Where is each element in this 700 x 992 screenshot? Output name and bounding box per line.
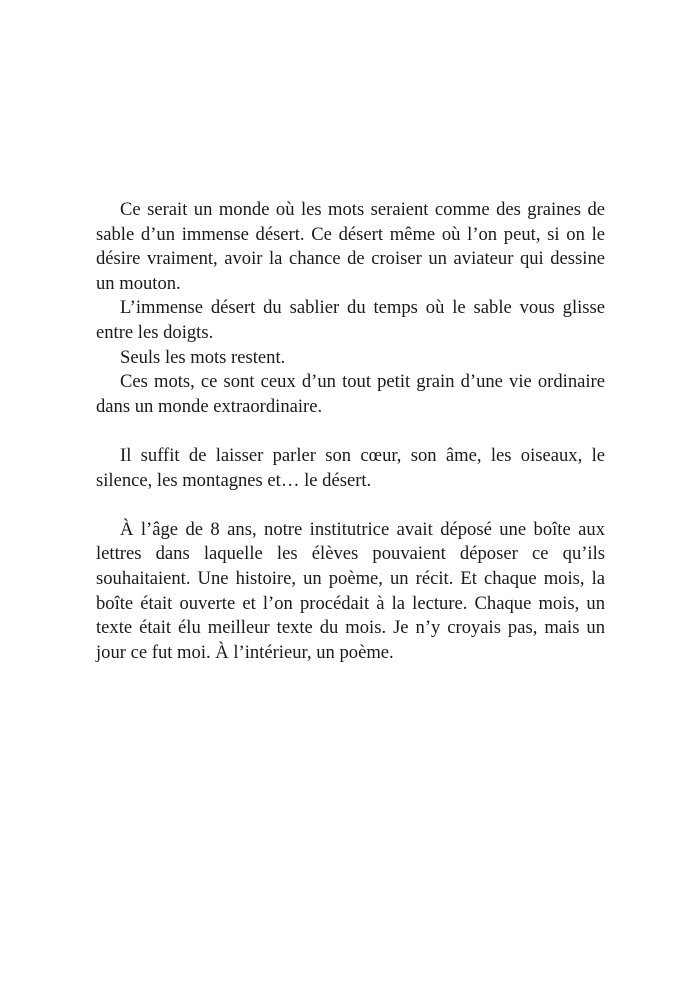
paragraph: Ce serait un monde où les mots seraient comme des graines de sable d’un immense désert. Ce désert même où l’on peut, si on le désire vraiment, avoir la chance de croiser un aviateur qui dessine un mouton. [96, 199, 605, 294]
body-text [96, 198, 605, 665]
paragraph: L’immense désert du sablier du temps où le sable vous glisse entre les doigts. [96, 297, 605, 343]
paragraph: Ces mots, ce sont ceux d’un tout petit grain d’une vie ordinaire dans un monde extraordinaire. [96, 371, 605, 417]
paragraph: À l’âge de 8 ans, notre institutrice avait déposé une boîte aux lettres dans laquelle les élèves pouvaient déposer ce qu’ils souhaitaient. Une histoire, un poème, un récit. Et chaque mois, la boîte était ouverte et l’on procédait à la lecture. Chaque mois, un texte était élu meilleur texte du mois. Je n’y croyais pas, mais un jour ce fut moi. À l’intérieur, un poème. [96, 518, 605, 663]
paragraph: Seuls les mots restent. [120, 346, 286, 368]
paragraph: Il suffit de laisser parler son cœur, son âme, les oiseaux, le silence, les montagnes et… le désert. [96, 444, 605, 491]
